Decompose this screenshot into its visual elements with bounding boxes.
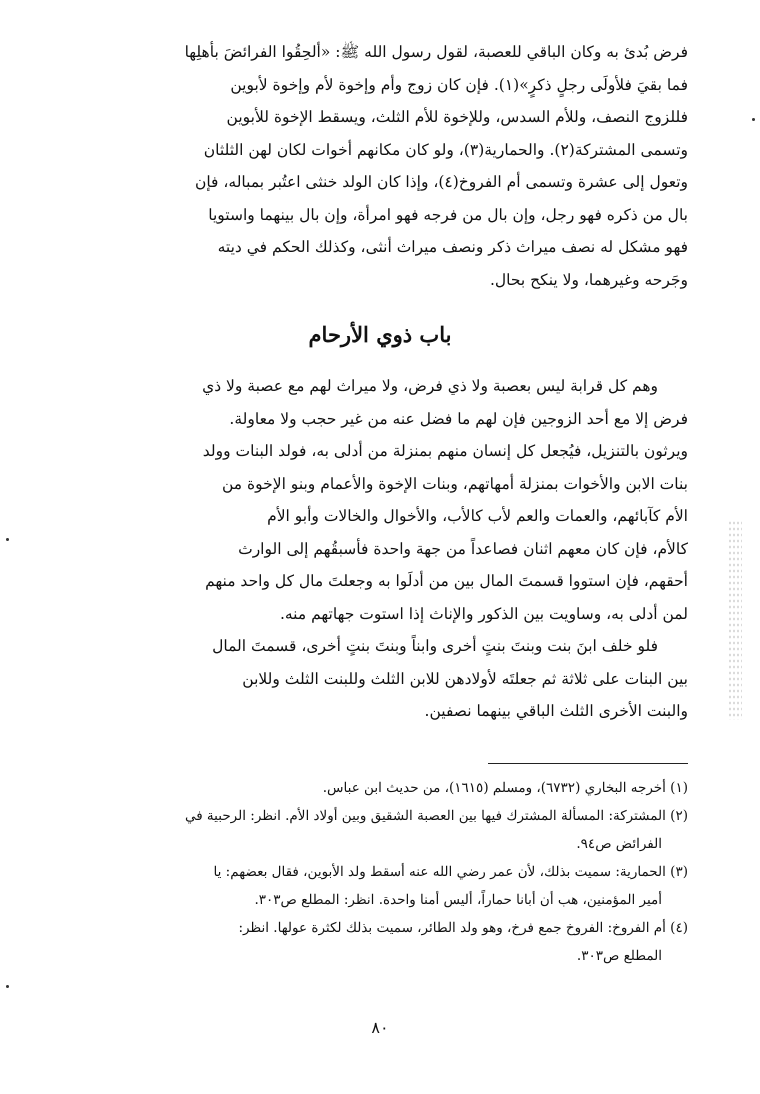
scan-edge-mark: [6, 538, 9, 541]
scan-margin-noise: [728, 520, 742, 720]
footnote-3-continued: أمير المؤمنين، هب أن أبانا حماراً، أليس أمنا واحدة. انظر: المطلع ص٣٠٣.: [254, 892, 662, 908]
text-line: بين البنات على ثلاثة ثم جعلتَه لأولادهن للابن الثلث وللبنت الثلث وللابن: [242, 669, 688, 688]
text-line: لمن أدلى به، وساويت بين الذكور والإناث إذا استوت جهاتهم منه.: [279, 604, 688, 623]
text-line: فرض بُدئ به وكان الباقي للعصبة، لقول رسول الله ﷺ: «ألحِقُوا الفرائضَ بأهلِها: [184, 43, 688, 61]
text-line: أحقهم، فإن استووا قسمتَ المال بين من أدلَوا به وجعلتَ مال كل واحد منهم: [205, 572, 688, 590]
footnote-3: (٣) الحمارية: سميت بذلك، لأن عمر رضي الله عنه أسقط ولد الأبوين، فقال بعضهم: يا: [213, 864, 688, 880]
footnote-4-continued: المطلع ص٣٠٣.: [576, 948, 662, 964]
scan-edge-mark: [6, 985, 9, 988]
text-line: وتسمى المشتركة(٢). والحمارية(٣)، ولو كان مكانهم أخوات لكان لهن الثلثان: [203, 140, 688, 159]
text-line: فما بقيَ فلأولَى رجلٍ ذكرٍ»(١). فإن كان زوج وأم وإخوة لأم وإخوة لأبوين: [230, 75, 688, 94]
text-line: وتعول إلى عشرة وتسمى أم الفروخ(٤)، وإذا كان الولد خنثى اعتُبر بمباله، فإن: [194, 173, 688, 191]
text-line: فللزوج النصف، وللأم السدس، وللإخوة للأم الثلث، ويسقط الإخوة للأبوين: [226, 108, 688, 126]
scan-edge-mark: [752, 118, 755, 121]
text-line: فهو مشكل له نصف ميراث ذكر ونصف ميراث أنثى، وكذلك الحكم في ديته: [217, 238, 688, 256]
text-line: كالأم، فإن كان معهم اثنان فصاعداً من جهة واحدة فأسبقُهم إلى الوارث: [238, 539, 688, 558]
text-line: بنات الابن والأخوات بمنزلة أمهاتهم، وبنات الإخوة والأعمام وبنو الإخوة من: [222, 474, 688, 493]
text-line: فرض إلا مع أحد الزوجين فإن لهم ما فضل عنه من غير حجب ولا معاولة.: [229, 409, 688, 428]
text-line: فلو خلف ابنَ بنت وبنتَ بنتٍ أخرى وابناً وبنتَ بنتٍ أخرى، قسمتَ المال: [212, 637, 658, 655]
text-line: والبنت الأخرى الثلث الباقي بينهما نصفين.: [424, 702, 688, 720]
text-line: وهم كل قرابة ليس بعصبة ولا ذي فرض، ولا ميراث لهم مع عصبة ولا ذي: [202, 377, 658, 395]
section-body: [72, 370, 688, 728]
footnote-2-continued: الفرائض ص٩٤.: [576, 836, 662, 852]
footnotes: [72, 774, 688, 970]
text-line: وجَرحه وغيرهما، ولا ينكح بحال.: [489, 270, 688, 289]
intro-paragraph: [72, 36, 688, 296]
text-line: بال من ذكره فهو رجل، وإن بال من فرجه فهو امرأة، وإن بال بينهما واستويا: [208, 205, 688, 224]
footnote-4: (٤) أم الفروخ: الفروخ جمع فرخ، وهو ولد الطائر، سميت بذلك لكثرة عولها. انظر:: [238, 920, 688, 936]
footnote-2: (٢) المشتركة: المسألة المشترك فيها بين العصبة الشقيق وبين أولاد الأم. انظر: الرحبية في: [184, 808, 688, 824]
text-line: ويرثون بالتنزيل، فيُجعل كل إنسان منهم بمنزلة من أدلى به، فولد البنات وولد: [202, 442, 688, 460]
page-number: ٨٠: [371, 1018, 389, 1037]
footnote-divider: [488, 763, 688, 764]
text-line: الأم كآبائهم، والعمات والعم لأب كالأب، والأخوال والخالات وأبو الأم: [267, 507, 688, 525]
section-title: باب ذوي الأرحام: [308, 322, 452, 347]
footnote-1: (١) أخرجه البخاري (٦٧٣٢)، ومسلم (١٦١٥)، من حديث ابن عباس.: [322, 780, 688, 796]
